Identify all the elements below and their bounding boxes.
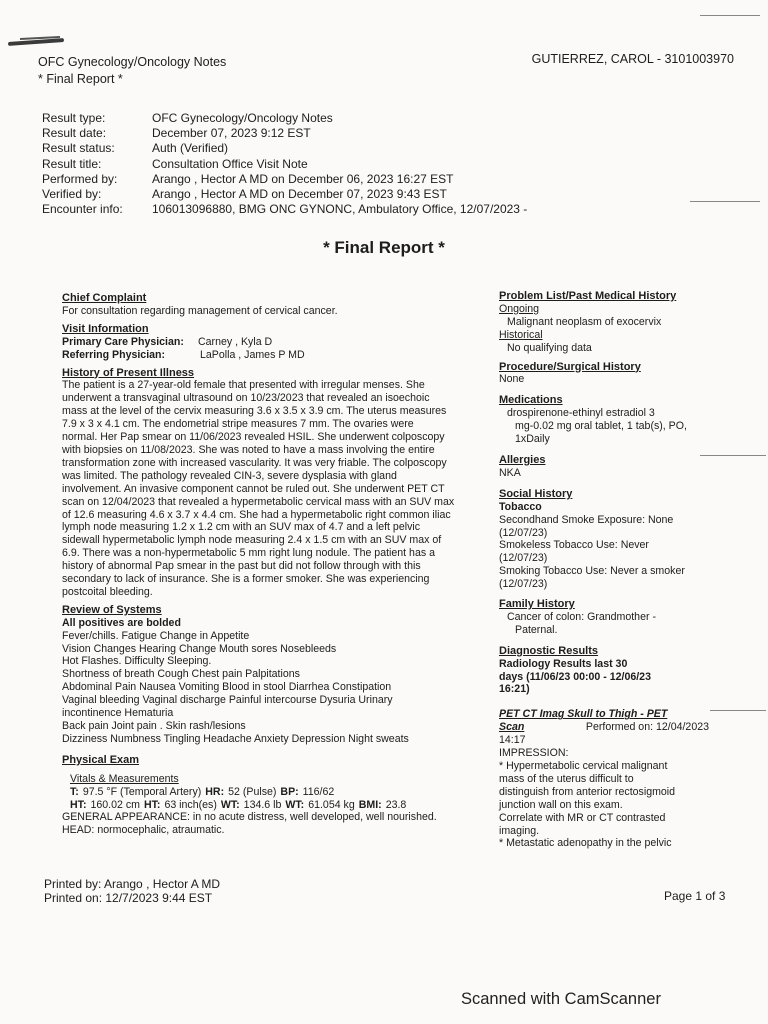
hpi-line: involvement. An invasive component cannot be ruled out. She underwent PET CT: [62, 482, 445, 495]
hpi-line: sidewall hypermetabolic lymph node measuring 2.4 x 1.5 cm with an SUV max of: [62, 534, 442, 547]
printed-by: Printed by: Arango , Hector A MD: [44, 877, 221, 891]
problem-list-heading: Problem List/Past Medical History: [499, 290, 677, 302]
patient-name-id: GUTIERREZ, CAROL - 3101003970: [531, 52, 734, 66]
social-history-heading: Social History: [499, 487, 573, 500]
hpi-line: 7.9 x 3 x 4.1 cm. The endometrial stripe measures 7 mm. The ovaries were: [62, 418, 414, 431]
meta-label: Result type:: [42, 111, 106, 125]
right-column: [499, 290, 731, 850]
vitals-row-2: [62, 799, 462, 812]
weight-lb-label: WT:: [220, 798, 240, 811]
social-line: Smoking Tobacco Use: Never a smoker: [499, 565, 685, 578]
pet-scan-title: PET CT Imag Skull to Thigh - PET: [499, 708, 668, 721]
print-footer: [44, 877, 220, 905]
diagnostic-results-heading: Diagnostic Results: [499, 644, 599, 657]
general-appearance: GENERAL APPEARANCE: in no acute distress, well developed, well nourished.: [62, 811, 437, 824]
height-in-value: 63 inch(es): [164, 798, 217, 811]
hpi-line: was limited. The pathology revealed CIN-3, severe dysplasia with gland: [62, 469, 397, 482]
chief-complaint-heading: Chief Complaint: [62, 292, 147, 304]
impression-line: imaging.: [499, 824, 540, 837]
bp-label: BP:: [280, 785, 299, 798]
ros-line: Vision Changes Hearing Change Mouth sores Nosebleeds: [62, 642, 337, 655]
ros-heading: Review of Systems: [62, 603, 162, 616]
final-report-heading: * Final Report *: [323, 238, 445, 257]
meta-value: December 07, 2023 9:12 EST: [152, 126, 311, 141]
impression-line: Correlate with MR or CT contrasted: [499, 811, 666, 824]
hr-value: 52 (Pulse): [228, 785, 277, 798]
referring-value: LaPolla , James P MD: [200, 348, 305, 361]
social-line: (12/07/23): [499, 552, 548, 565]
pet-performed-on: Performed on: 12/04/2023: [585, 721, 709, 734]
pet-time: 14:17: [499, 734, 526, 747]
document-subtitle: * Final Report *: [38, 72, 123, 86]
ongoing-label: Ongoing: [499, 302, 540, 315]
historical-item: No qualifying data: [507, 341, 592, 354]
camscanner-watermark: Scanned with CamScanner: [461, 990, 661, 1008]
hpi-line: underwent a transvaginal ultrasound on 10/23/2023 that revealed an isoechoic: [62, 392, 430, 405]
hpi-line: transformation zone with increased vascularity. It was very friable. The colposcopy: [62, 456, 447, 469]
family-line: Paternal.: [515, 623, 558, 636]
hpi-line: normal. Her Pap smear on 11/06/2023 revealed HSIL. She underwent colposcopy: [62, 431, 445, 444]
meta-row: [42, 202, 527, 217]
weight-kg-label: WT:: [285, 798, 305, 811]
social-line: Secondhand Smoke Exposure: None: [499, 513, 674, 526]
medication-line: 1xDaily: [515, 433, 550, 446]
hpi-heading: History of Present Illness: [62, 366, 195, 379]
head-exam: HEAD: normocephalic, atraumatic.: [62, 824, 225, 837]
meta-row: [42, 111, 527, 126]
hpi-text: [62, 379, 462, 598]
impression-line: * Metastatic adenopathy in the pelvic: [499, 837, 672, 850]
hpi-line: with biopsies on 11/08/2023. She was noted to have a mass involving the entire: [62, 443, 435, 456]
family-line: Cancer of colon: Grandmother -: [507, 610, 656, 623]
diagnostic-line: Radiology Results last 30: [499, 657, 628, 670]
hr-label: HR:: [205, 785, 225, 798]
historical-label: Historical: [499, 328, 543, 341]
referring-row: [62, 349, 462, 362]
hpi-line: 6.9. There was a non-hypermetabolic 5 mm right lung nodule. The patient has a: [62, 547, 435, 560]
page-number: Page 1 of 3: [664, 889, 726, 903]
ros-note: All positives are bolded: [62, 616, 181, 629]
bmi-value: 23.8: [385, 798, 407, 811]
scan-artifact-line: [690, 201, 760, 202]
meta-value: Consultation Office Visit Note: [152, 156, 308, 171]
referring-label: Referring Physician:: [62, 348, 166, 361]
impression-line: * Hypermetabolic cervical malignant: [499, 760, 668, 772]
family-history-heading: Family History: [499, 598, 575, 611]
weight-kg-value: 61.054 kg: [308, 798, 355, 811]
scan-artifact-line: [700, 15, 760, 16]
meta-row: [42, 187, 527, 202]
height-cm-value: 160.02 cm: [90, 798, 140, 811]
ros-line: Shortness of breath Cough Chest pain Palpitations: [62, 668, 300, 681]
ros-line: Hot Flashes. Difficulty Sleeping.: [62, 655, 212, 668]
hpi-line: history of abnormal Pap smear in the past but did not follow through with this: [62, 560, 421, 573]
weight-lb-value: 134.6 lb: [243, 798, 282, 811]
meta-label: Verified by:: [42, 187, 102, 202]
allergies-heading: Allergies: [499, 453, 546, 466]
meta-label: Encounter info:: [42, 202, 123, 217]
pet-scan-title-cont: Scan: [499, 721, 525, 734]
pcp-label: Primary Care Physician:: [62, 335, 184, 348]
temp-value: 97.5 °F (Temporal Artery): [82, 785, 202, 798]
chief-complaint-text: For consultation regarding management of cervical cancer.: [62, 304, 338, 317]
meta-row: [42, 141, 527, 156]
meta-label: Result status:: [42, 141, 115, 156]
hpi-line: postcoital bleeding.: [62, 585, 153, 598]
hpi-line: of 12.6 measuring 4.6 x 3.7 x 4.4 cm. She had a hypermetabolic right common iliac: [62, 508, 451, 521]
impression-line: junction wall on this exam.: [499, 798, 623, 811]
ros-line: Fever/chills. Fatigue Change in Appetite: [62, 629, 250, 642]
pcp-value: Carney , Kyla D: [198, 335, 273, 348]
meta-label: Result date:: [42, 126, 107, 141]
impression-label: IMPRESSION:: [499, 747, 569, 760]
pet-scan-row: [499, 721, 731, 734]
printed-on: Printed on: 12/7/2023 9:44 EST: [44, 891, 213, 905]
height-cm-label: HT:: [70, 798, 87, 811]
meta-label: Performed by:: [42, 171, 118, 186]
pcp-row: [62, 336, 462, 349]
scan-mark: [8, 38, 64, 46]
ros-line: Abdominal Pain Nausea Vomiting Blood in stool Diarrhea Constipation: [62, 681, 392, 694]
social-line: (12/07/23): [499, 526, 548, 539]
vitals-row-1: [62, 786, 462, 799]
tobacco-heading: Tobacco: [499, 500, 542, 513]
impression-line: mass of the uterus difficult to: [499, 772, 634, 785]
meta-value: Arango , Hector A MD on December 07, 2023 9:43 EST: [152, 187, 447, 202]
result-metadata: [42, 111, 527, 217]
vitals-heading: Vitals & Measurements: [70, 772, 179, 785]
social-line: (12/07/23): [499, 578, 548, 591]
diagnostic-line: days (11/06/23 00:00 - 12/06/23: [499, 670, 651, 683]
ros-line: Vaginal bleeding Vaginal discharge Painful intercourse Dysuria Urinary: [62, 694, 393, 707]
ongoing-item: Malignant neoplasm of exocervix: [507, 315, 662, 328]
medication-line: mg-0.02 mg oral tablet, 1 tab(s), PO,: [515, 420, 687, 433]
meta-row: [42, 126, 527, 141]
meta-label: Result title:: [42, 156, 102, 171]
impression-line: distinguish from anterior rectosigmoid: [499, 785, 676, 798]
document-header: [38, 54, 226, 88]
bp-value: 116/62: [302, 785, 335, 798]
procedure-text: None: [499, 373, 525, 386]
left-column: [62, 292, 462, 837]
hpi-line: mass at the level of the cervix measuring 3.6 x 3.5 x 3.9 cm. The uterus measures: [62, 405, 447, 418]
procedure-heading: Procedure/Surgical History: [499, 360, 641, 373]
meta-row: [42, 157, 527, 172]
ros-line: Dizziness Numbness Tingling Headache Anxiety Depression Night sweats: [62, 732, 409, 745]
hpi-line: lymph node measuring 1.2 x 1.2 cm with an SUV max of 4.7 and a left pelvic: [62, 521, 421, 534]
ros-line: incontinence Hematuria: [62, 707, 174, 720]
ros-line: Back pain Joint pain . Skin rash/lesions: [62, 720, 246, 732]
temp-label: T:: [70, 785, 79, 798]
diagnostic-line: 16:21): [499, 683, 530, 696]
meta-value: OFC Gynecology/Oncology Notes: [152, 111, 333, 125]
hpi-line: secondary to lack of insurance. She is a former smoker. She was experiencing: [62, 573, 430, 586]
visit-info-heading: Visit Information: [62, 322, 149, 335]
hpi-line: scan on 12/04/2023 that revealed a hypermetabolic cervical mass with an SUV max: [62, 495, 455, 508]
meta-value: Arango , Hector A MD on December 06, 2023 16:27 EST: [152, 171, 454, 186]
meta-value: Auth (Verified): [152, 141, 229, 156]
hpi-line: The patient is a 27-year-old female that presented with irregular menses. She: [62, 379, 425, 392]
medication-line: drospirenone-ethinyl estradiol 3: [507, 407, 655, 420]
meta-value: 106013096880, BMG ONC GYNONC, Ambulatory Office, 12/07/2023 -: [152, 202, 528, 217]
meta-row: [42, 172, 527, 187]
document-title: OFC Gynecology/Oncology Notes: [38, 55, 227, 69]
social-line: Smokeless Tobacco Use: Never: [499, 539, 649, 552]
height-in-label: HT:: [143, 798, 161, 811]
physical-exam-heading: Physical Exam: [62, 753, 140, 766]
medications-heading: Medications: [499, 394, 563, 407]
bmi-label: BMI:: [358, 798, 382, 811]
allergies-text: NKA: [499, 466, 521, 479]
